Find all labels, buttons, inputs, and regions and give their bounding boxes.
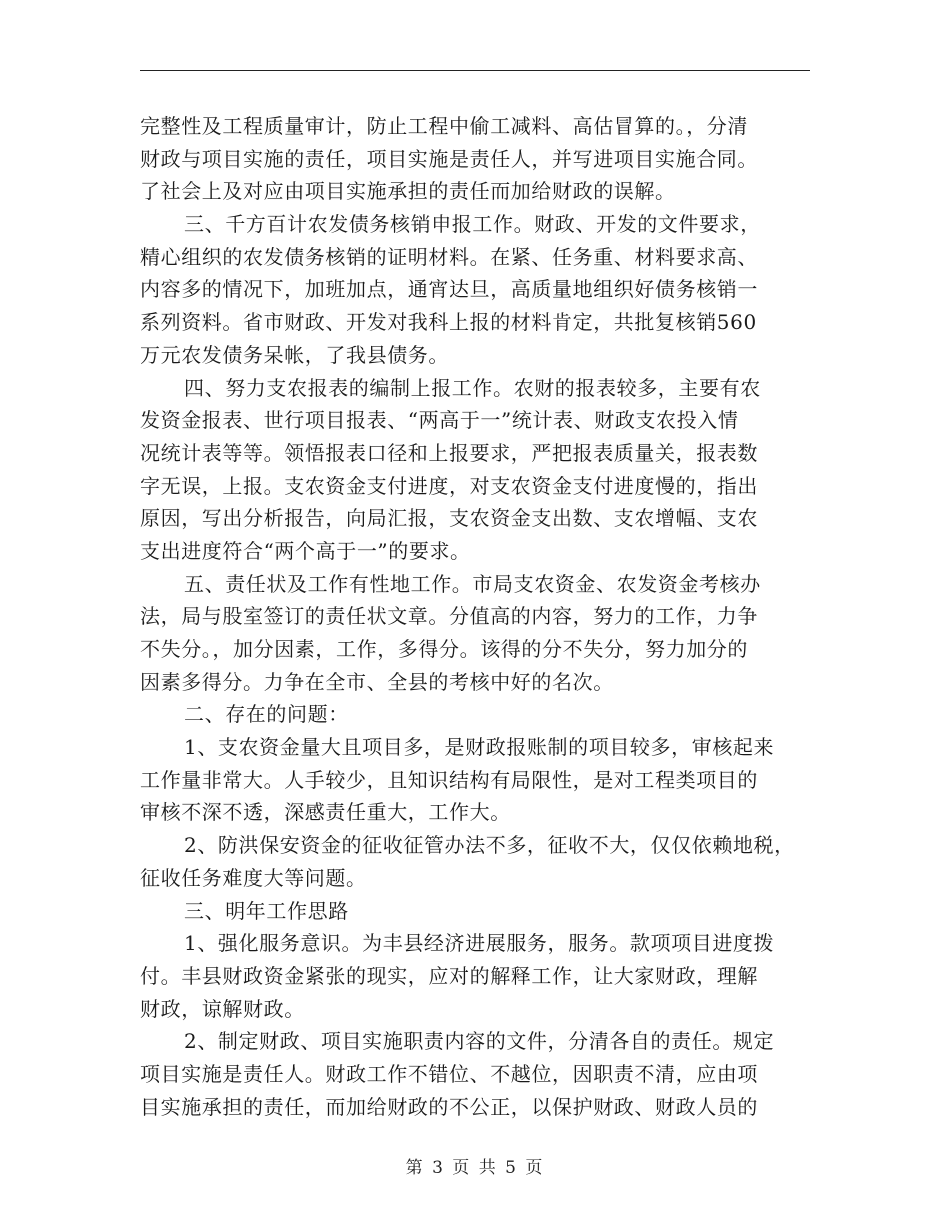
text-line: 字无误，上报。支农资金支付进度，对支农资金支付进度慢的，指出 — [140, 473, 758, 498]
text-line: 财政与项目实施的责任，项目实施是责任人，并写进项目实施合同。 — [140, 146, 758, 171]
text-line: 2、制定财政、项目实施职责内容的文件，分清各自的责任。规定 — [184, 1029, 775, 1054]
text-line: 付。丰县财政资金紧张的现实，应对的解释工作，让大家财政，理解 — [140, 963, 758, 988]
text-line: 法，局与股室签订的责任状文章。分值高的内容，努力的工作，力争 — [140, 604, 758, 629]
text-line: 1、强化服务意识。为丰县经济进展服务，服务。款项项目进度拨 — [184, 931, 775, 956]
text-line: 支出进度符合“两个高于一”的要求。 — [140, 538, 471, 563]
text-line: 原因，写出分析报告，向局汇报，支农资金支出数、支农增幅、支农 — [140, 506, 758, 531]
text-line: 四、努力支农报表的编制上报工作。农财的报表较多，主要有农 — [184, 375, 761, 400]
text-line: 工作量非常大。人手较少，且知识结构有局限性，是对工程类项目的 — [140, 767, 758, 792]
header-rule — [140, 70, 810, 71]
text-line: 三、明年工作思路 — [184, 898, 349, 923]
text-line: 因素多得分。力争在全市、全县的考核中好的名次。 — [140, 669, 614, 694]
text-line: 万元农发债务呆帐，了我县债务。 — [140, 342, 449, 367]
text-line: 精心组织的农发债务核销的证明材料。在紧、任务重、材料要求高、 — [140, 244, 758, 269]
text-line: 发资金报表、世行项目报表、“两高于一”统计表、财政支农投入情 — [140, 408, 739, 433]
text-line: 二、存在的问题： — [184, 702, 349, 727]
text-line: 征收任务难度大等问题。 — [140, 865, 367, 890]
text-line: 不失分。，加分因素，工作，多得分。该得的分不失分，努力加分的 — [140, 637, 748, 661]
page-footer: 第 3 页 共 5 页 — [405, 1158, 545, 1178]
text-line: 目实施承担的责任，而加给财政的不公正，以保护财政、财政人员的 — [140, 1094, 758, 1119]
text-line: 审核不深不透，深感责任重大，工作大。 — [140, 800, 511, 825]
text-line: 况统计表等等。领悟报表口径和上报要求，严把报表质量关，报表数 — [140, 440, 758, 465]
text-line: 了社会上及对应由项目实施承担的责任而加给财政的误解。 — [140, 179, 676, 204]
text-line: 系列资料。省市财政、开发对我科上报的材料肯定，共批复核销560 — [140, 310, 757, 335]
text-line: 2、防洪保安资金的征收征管办法不多，征收不大，仅仅依赖地税， — [184, 833, 795, 858]
text-line: 财政，谅解财政。 — [140, 996, 305, 1021]
body-text — [140, 110, 830, 1123]
text-line: 项目实施是责任人。财政工作不错位、不越位，因职责不清，应由项 — [140, 1061, 758, 1086]
text-line: 三、千方百计农发债务核销申报工作。财政、开发的文件要求， — [184, 212, 761, 237]
text-line: 内容多的情况下，加班加点，通宵达旦，高质量地组织好债务核销一 — [140, 277, 758, 302]
text-line: 完整性及工程质量审计，防止工程中偷工减料、高估冒算的。，分清 — [140, 114, 748, 138]
text-line: 1、支农资金量大且项目多，是财政报账制的项目较多，审核起来 — [184, 735, 775, 760]
text-line: 五、责任状及工作有性地工作。市局支农资金、农发资金考核办 — [184, 571, 761, 596]
